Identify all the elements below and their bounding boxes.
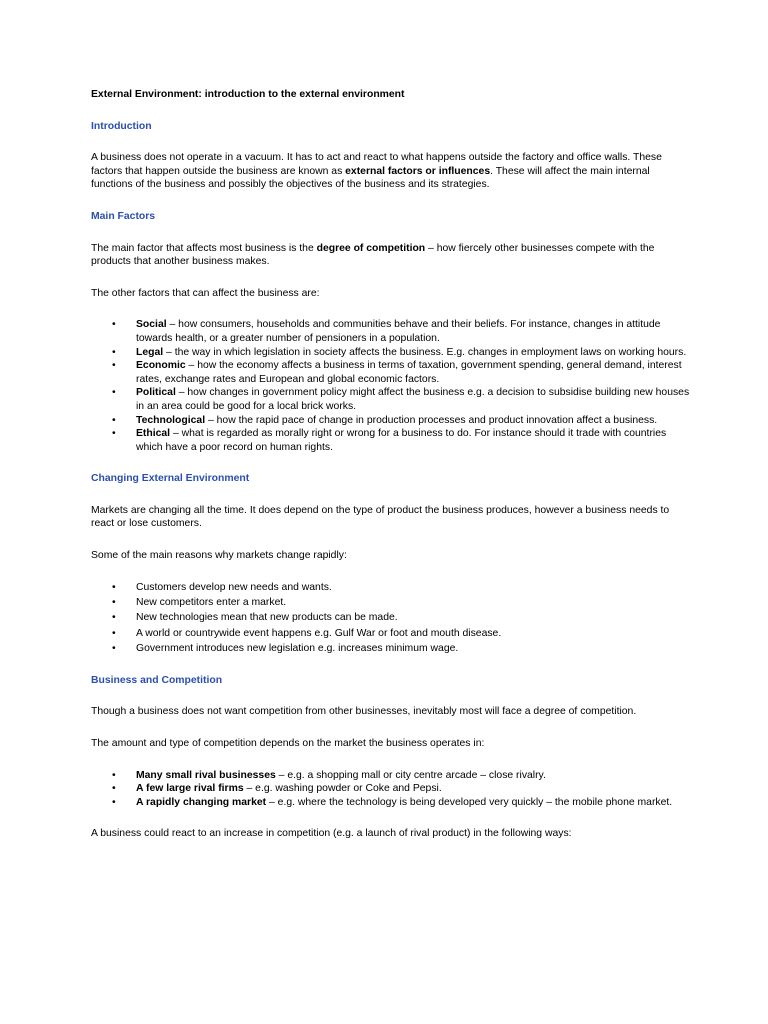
document-title: External Environment: introduction to the external environment <box>91 89 405 100</box>
reason-text: New technologies mean that new products can be made. <box>136 612 398 624</box>
list-item <box>91 782 691 796</box>
list-item <box>91 386 691 413</box>
market-change-list <box>91 581 691 656</box>
heading-business-competition: Business and Competition <box>91 674 223 686</box>
intro-text-a: A business does not operate in a vacuum. It has to act and react to what happens outside the factory and office walls. These factors that happen outside the business are known as <box>91 152 662 177</box>
reason-text: New competitors enter a market. <box>136 597 287 609</box>
list-item <box>91 796 691 810</box>
competition-list <box>91 769 691 810</box>
bullet-icon: • <box>112 597 116 609</box>
main-factors-bold-term: degree of competition <box>316 242 426 254</box>
factor-term: Social <box>136 319 167 331</box>
factor-term: Economic <box>136 360 186 372</box>
list-item <box>91 596 691 610</box>
competition-term: A few large rival firms <box>136 783 244 795</box>
bullet-icon: • <box>112 627 116 639</box>
bullet-icon: • <box>112 360 116 372</box>
competition-paragraph-1: Though a business does not want competition from other businesses, inevitably most will face a degree of competition. <box>91 706 637 718</box>
changing-paragraph-1: Markets are changing all the time. It does depend on the type of product the business produces, however a business needs to react or lose customers. <box>91 504 670 530</box>
heading-changing-environment: Changing External Environment <box>91 473 250 485</box>
heading-introduction: Introduction <box>91 120 152 132</box>
bullet-icon: • <box>112 612 116 624</box>
list-item <box>91 414 691 428</box>
factor-term: Ethical <box>136 428 171 440</box>
bullet-icon: • <box>112 387 116 399</box>
factor-term: Political <box>136 387 176 399</box>
intro-bold-term: external factors or influences <box>345 165 491 177</box>
bullet-icon: • <box>112 769 116 781</box>
factor-text: – what is regarded as morally right or wrong for a business to do. For instance should it trade with countries which have a poor record on human rights. <box>136 428 667 453</box>
list-item <box>91 359 691 386</box>
competition-paragraph-2: The amount and type of competition depends on the market the business operates in: <box>91 738 485 749</box>
introduction-paragraph <box>91 151 691 192</box>
competition-text: – e.g. where the technology is being developed very quickly – the mobile phone market. <box>266 796 673 808</box>
main-factors-paragraph-2: The other factors that can affect the business are: <box>91 287 320 299</box>
list-item <box>91 346 691 360</box>
bullet-icon: • <box>112 581 116 593</box>
competition-paragraph-3: A business could react to an increase in competition (e.g. a launch of rival product) in the following ways: <box>91 828 572 840</box>
bullet-icon: • <box>112 346 116 358</box>
reason-text: Customers develop new needs and wants. <box>136 581 332 593</box>
intro-text-b: . These will affect the main internal functions of the business and possibly the objectives of the business and its strategies. <box>91 165 650 191</box>
heading-main-factors: Main Factors <box>91 210 156 222</box>
factor-term: Legal <box>136 346 164 358</box>
list-item <box>91 581 691 595</box>
bullet-icon: • <box>112 783 116 795</box>
main-factors-text-a: The main factor that affects most business is the <box>91 242 317 254</box>
competition-term: Many small rival businesses <box>136 769 276 781</box>
bullet-icon: • <box>112 319 116 331</box>
main-factors-text-b: – how fiercely other businesses compete with the products that another business makes. <box>91 242 655 268</box>
bullet-icon: • <box>112 796 116 808</box>
competition-text: – e.g. washing powder or Coke and Pepsi. <box>243 783 442 795</box>
bullet-icon: • <box>112 643 116 655</box>
reason-text: Government introduces new legislation e.g. increases minimum wage. <box>136 643 459 655</box>
list-item <box>91 611 691 625</box>
list-item <box>91 642 691 656</box>
list-item <box>91 627 691 641</box>
reason-text: A world or countrywide event happens e.g. Gulf War or foot and mouth disease. <box>136 627 502 639</box>
factor-text: – how the economy affects a business in terms of taxation, government spending, general demand, interest rates, exchange rates and European and global economic factors. <box>136 360 682 385</box>
factors-list <box>91 318 691 454</box>
competition-term: A rapidly changing market <box>136 796 267 808</box>
factor-text: – how the rapid pace of change in production processes and product innovation affect a business. <box>205 414 658 426</box>
list-item <box>91 769 691 783</box>
competition-text: – e.g. a shopping mall or city centre arcade – close rivalry. <box>275 769 546 781</box>
changing-paragraph-2: Some of the main reasons why markets change rapidly: <box>91 550 347 562</box>
bullet-icon: • <box>112 428 116 440</box>
list-item <box>91 318 691 345</box>
factor-term: Technological <box>136 414 206 426</box>
document-page <box>91 88 691 859</box>
list-item <box>91 427 691 454</box>
main-factors-paragraph-1 <box>91 242 691 269</box>
factor-text: – how changes in government policy might affect the business e.g. a decision to subsidise building new houses in an area could be good for a local brick works. <box>136 387 690 412</box>
factor-text: – the way in which legislation in society affects the business. E.g. changes in employment laws on working hours. <box>163 346 687 358</box>
bullet-icon: • <box>112 414 116 426</box>
factor-text: – how consumers, households and communities behave and their beliefs. For instance, changes in attitude towards health, or a greater number of pensioners in a population. <box>136 319 661 344</box>
